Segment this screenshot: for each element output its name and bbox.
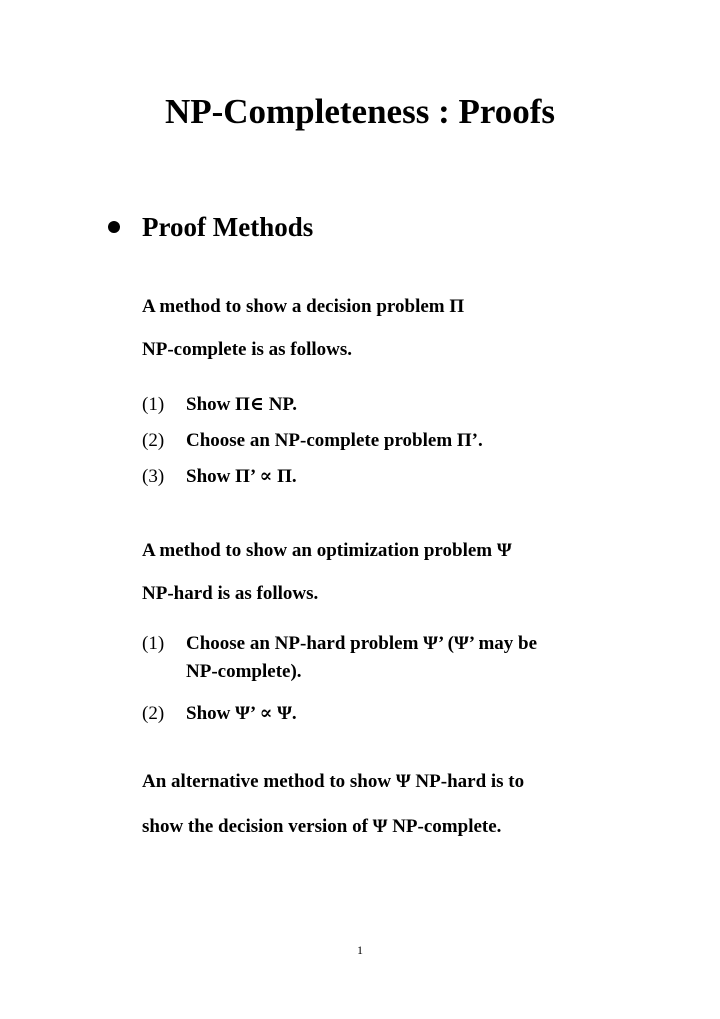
step-number: (1) (142, 394, 165, 415)
step-text: Show Π’ ∝ Π. (186, 466, 297, 487)
optimization-intro-line-1: A method to show an optimization problem Ψ (142, 540, 512, 561)
decision-intro-line-2: NP-complete is as follows. (142, 339, 353, 360)
optimization-intro-line-2: NP-hard is as follows. (142, 583, 319, 604)
optimization-step-1-continuation: NP-complete). (186, 661, 302, 682)
step-number: (1) (142, 633, 165, 654)
page-title: NP-Completeness : Proofs (164, 92, 556, 131)
section-heading: Proof Methods (142, 212, 314, 242)
step-number: (3) (142, 466, 165, 487)
step-text: Choose an NP-complete problem Π’. (186, 430, 483, 451)
alternative-line-2: show the decision version of Ψ NP-complete. (142, 816, 502, 837)
step-text: Choose an NP-hard problem Ψ’ (Ψ’ may be (186, 633, 538, 654)
alternative-line-1: An alternative method to show Ψ NP-hard is to (142, 771, 525, 792)
step-number: (2) (142, 430, 165, 451)
bullet-icon (108, 221, 120, 233)
step-text: Show Π∈ NP. (186, 394, 298, 415)
decision-intro-line-1: A method to show a decision problem Π (142, 296, 465, 317)
page-number: 1 (357, 943, 363, 957)
step-number: (2) (142, 703, 165, 724)
step-text: Show Ψ’ ∝ Ψ. (186, 703, 297, 724)
